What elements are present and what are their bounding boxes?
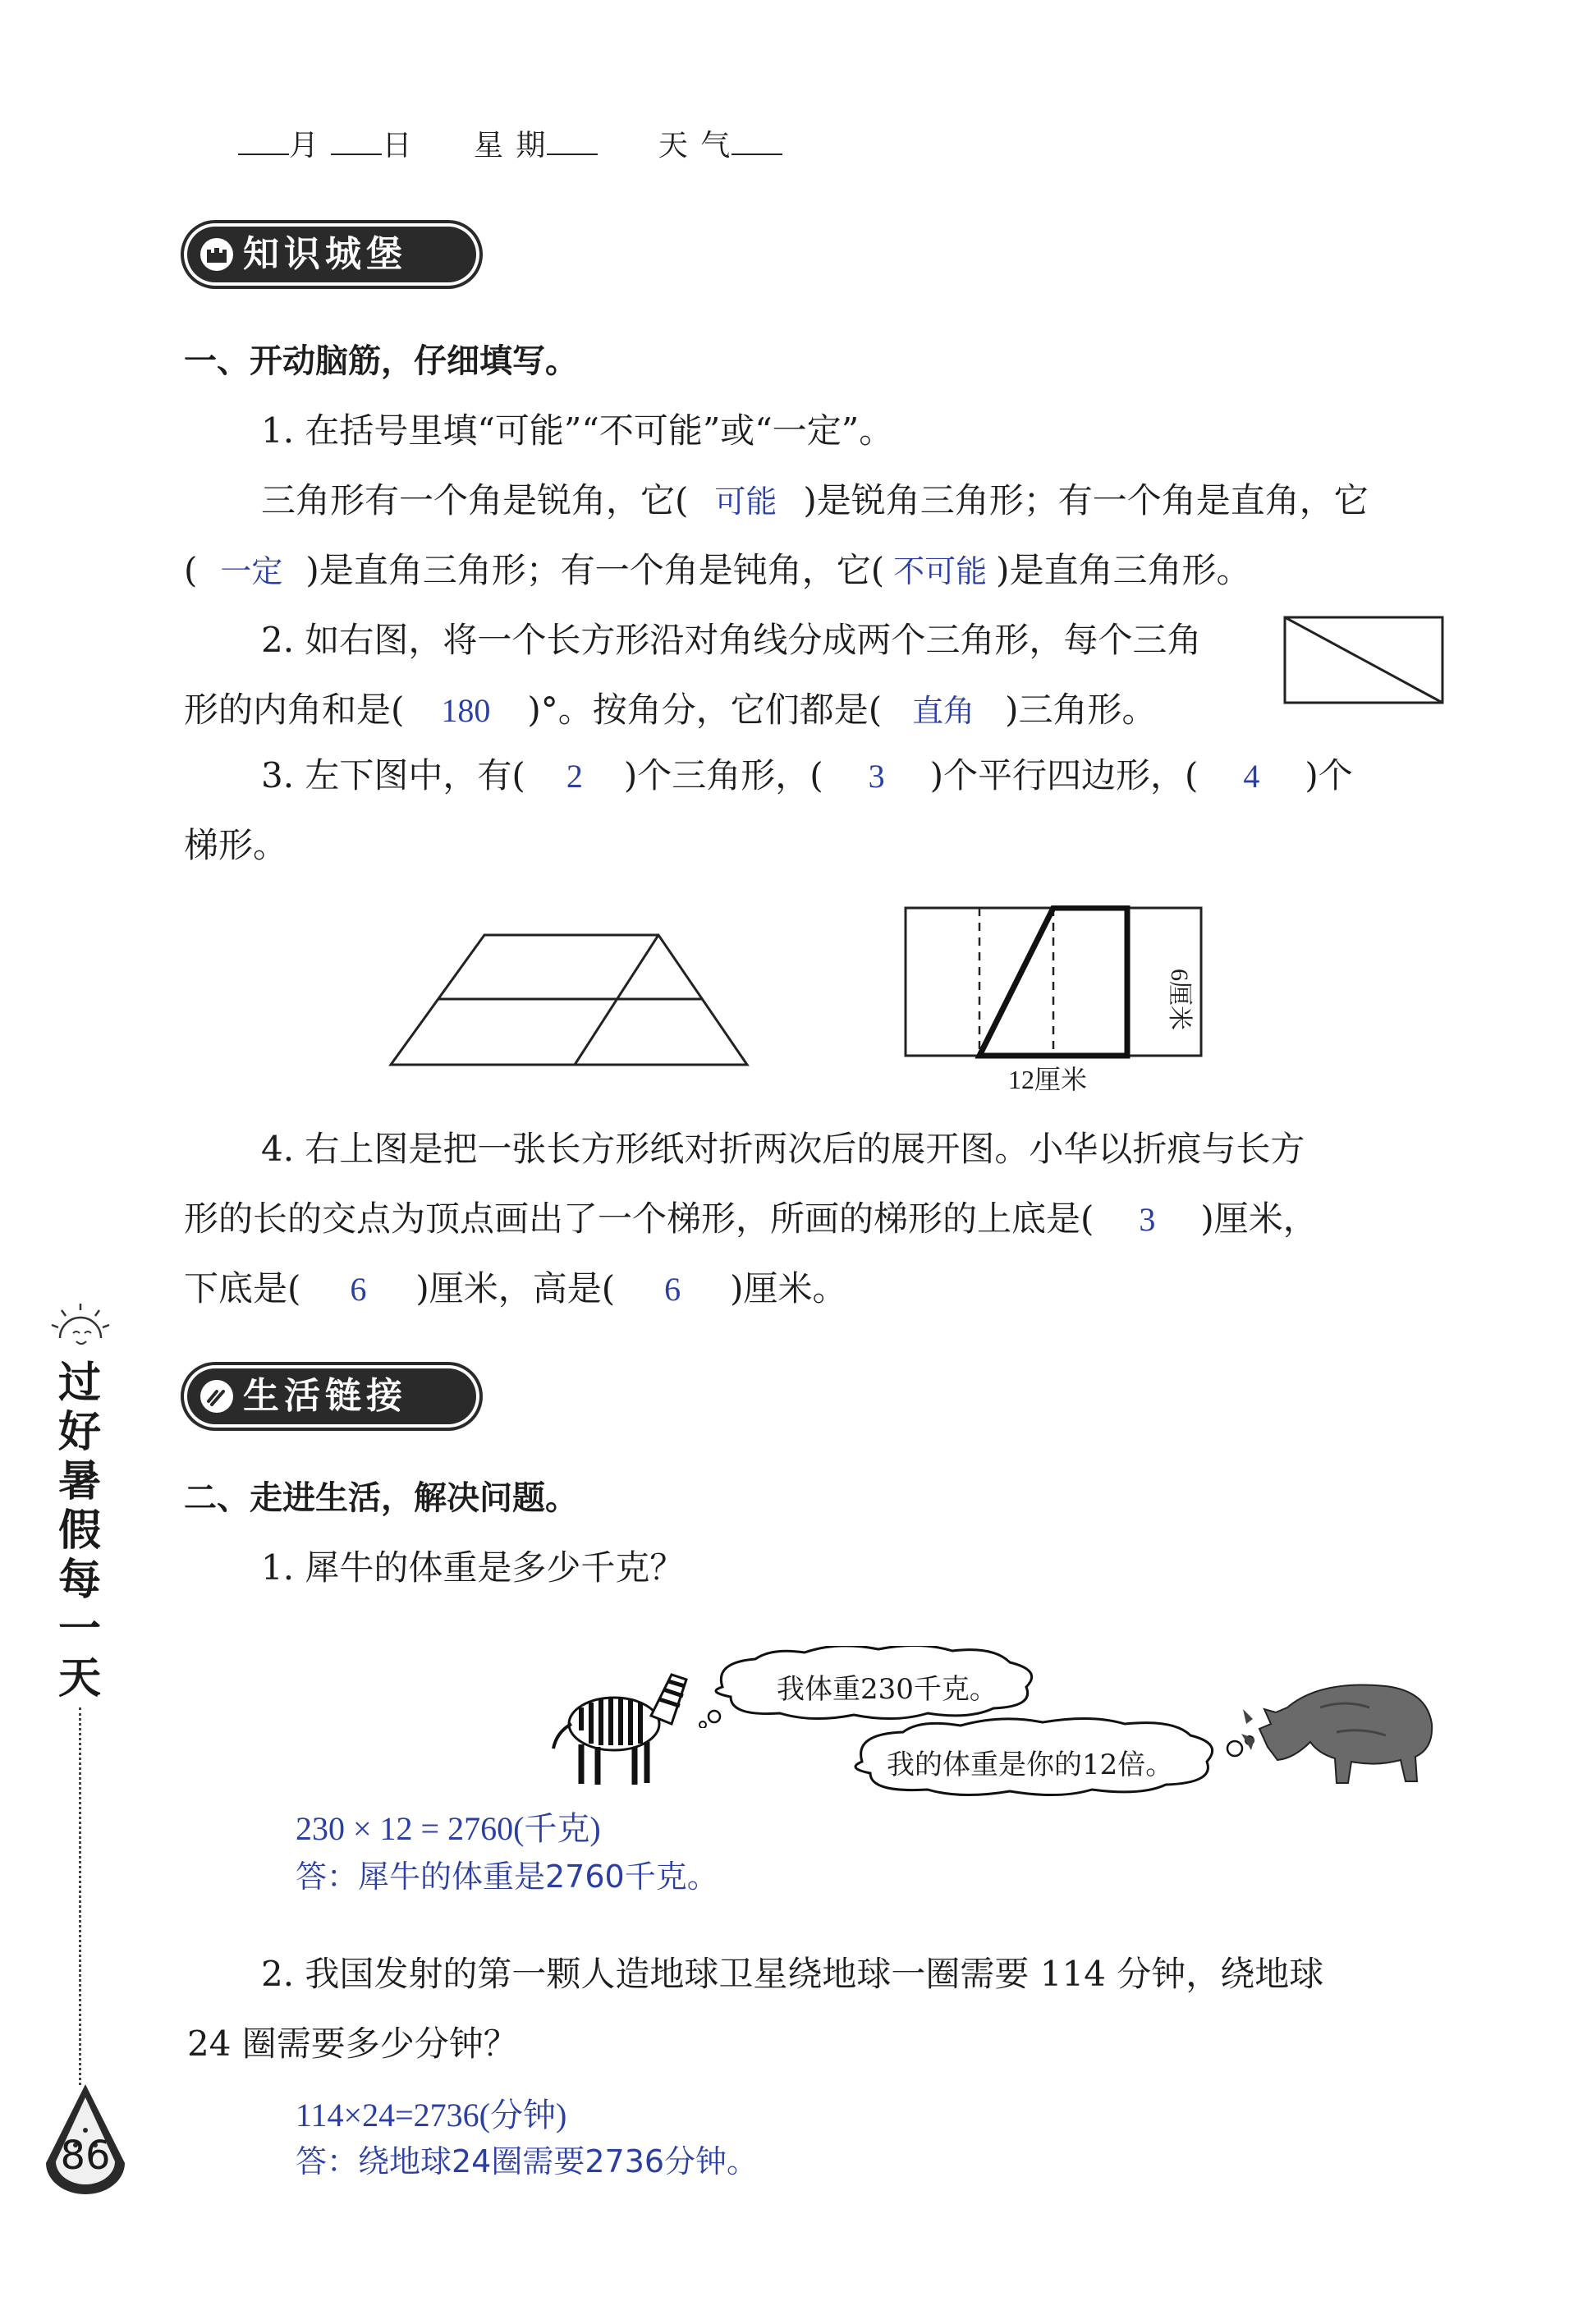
q4-line3-text-c: )厘米。 [730, 1268, 847, 1309]
knowledge-banner-label: 知识城堡 [243, 233, 407, 275]
knowledge-banner [187, 227, 476, 282]
p2-q1-stem: 1. 犀牛的体重是多少千克？ [261, 1547, 685, 1588]
p2-q2-answer: 答：绕地球24圈需要2736分钟。 [296, 2143, 759, 2180]
bottom-length-label: 12厘米 [1008, 1065, 1088, 1094]
p2-q2-line2: 24 圈需要多少分钟？ [187, 2024, 518, 2064]
q1-answer-3: 不可能 [893, 553, 988, 589]
trapezoid-figure [388, 932, 750, 1068]
q2-line2-text-c: )三角形。 [1005, 690, 1157, 730]
q3-line2: 梯形。 [184, 825, 288, 865]
q4-line2-text-b: )厘米， [1200, 1199, 1318, 1239]
q1-line1-text-b: )是锐角三角形；有一个角是直角，它 [803, 480, 1369, 520]
part2-title: 二、走进生活，解决问题。 [184, 1479, 578, 1517]
q3-line1-text-c: )个平行四边形，( [929, 755, 1199, 795]
q1-stem: 1. 在括号里填“可能”“不可能”或“一定”。 [261, 410, 894, 451]
month-label: 月 [289, 129, 321, 163]
q2-answer-1: 180 [441, 692, 491, 729]
sun-icon [45, 1297, 116, 1354]
link-icon [199, 1375, 235, 1411]
q1-line2-text-a: )是直角三角形；有一个角是钝角，它( [305, 550, 885, 590]
life-banner [187, 1368, 476, 1424]
q3-line1-text-d: )个 [1305, 755, 1353, 795]
bubble2-text: 我的体重是你的12倍。 [887, 1749, 1174, 1781]
q2-line2 [184, 685, 1157, 736]
rhino-image [1238, 1675, 1435, 1785]
q3-line1-text-b: )个三角形，( [623, 755, 823, 795]
q1-answer-1: 可能 [714, 484, 777, 520]
q3-line1-text-a: 3. 左下图中，有( [261, 755, 525, 795]
day-label: 日 [382, 129, 414, 163]
side-length-label: 6厘米 [1166, 969, 1193, 1030]
q1-answer-2: 一定 [220, 553, 283, 589]
life-banner-label: 生活链接 [243, 1375, 407, 1417]
q4-line3 [184, 1264, 847, 1314]
q2-answer-2: 直角 [912, 693, 975, 729]
q1-line1-text-a: 三角形有一个角是锐角，它( [261, 480, 689, 520]
q1-line2 [184, 546, 1251, 596]
q3-answer-1: 2 [566, 758, 583, 795]
q2-line2-text-b: )°。按角分，它们都是( [527, 690, 883, 730]
part1-title: 一、开动脑筋，仔细填写。 [184, 342, 578, 380]
q2-line2-text-a: 形的内角和是( [184, 690, 405, 730]
zebra-image [548, 1650, 696, 1790]
q3-answer-3: 4 [1243, 758, 1260, 795]
p2-q2-line1: 2. 我国发射的第一颗人造地球卫星绕地球一圈需要 114 分钟，绕地球 [261, 1954, 1324, 1994]
weekday-label: 星 期 [473, 129, 548, 163]
q1-line2-text-b: )是直角三角形。 [996, 550, 1251, 590]
q4-line3-text-a: 下底是( [184, 1268, 301, 1309]
castle-icon [199, 233, 235, 269]
q4-answer-2: 6 [350, 1271, 367, 1308]
q4-answer-3: 6 [664, 1271, 681, 1308]
weather-label: 天 气 [658, 129, 732, 163]
q4-line3-text-b: )厘米，高是( [415, 1268, 616, 1309]
p2-q2-calc: 114×24=2736(分钟) [296, 2097, 567, 2134]
bubble1-text: 我体重230千克。 [777, 1673, 998, 1706]
rectangle-diagonal-figure [1283, 616, 1444, 704]
q3-answer-2: 3 [868, 758, 885, 795]
q1-line1 [261, 476, 1369, 526]
q3-line1 [261, 751, 1353, 801]
page-number: 86 [60, 2133, 111, 2179]
q4-answer-1: 3 [1139, 1201, 1156, 1238]
p2-q1-answer: 答：犀牛的体重是2760千克。 [296, 1859, 718, 1895]
q1-line2-open: ( [184, 550, 198, 590]
q4-line1: 4. 右上图是把一张长方形纸对折两次后的展开图。小华以折痕与长方 [261, 1129, 1305, 1169]
q4-line2-text-a: 形的长的交点为顶点画出了一个梯形，所画的梯形的上底是( [184, 1199, 1094, 1239]
p2-q1-calc: 230 × 12 = 2760(千克) [296, 1810, 601, 1847]
sidebar-title: 过好暑假每一天 [57, 1359, 101, 1703]
date-header [238, 121, 782, 171]
sidebar-dotted-line [79, 1707, 81, 2085]
q2-line1: 2. 如右图，将一个长方形沿对角线分成两个三角形，每个三角 [261, 620, 1202, 660]
q4-line2 [184, 1194, 1318, 1244]
